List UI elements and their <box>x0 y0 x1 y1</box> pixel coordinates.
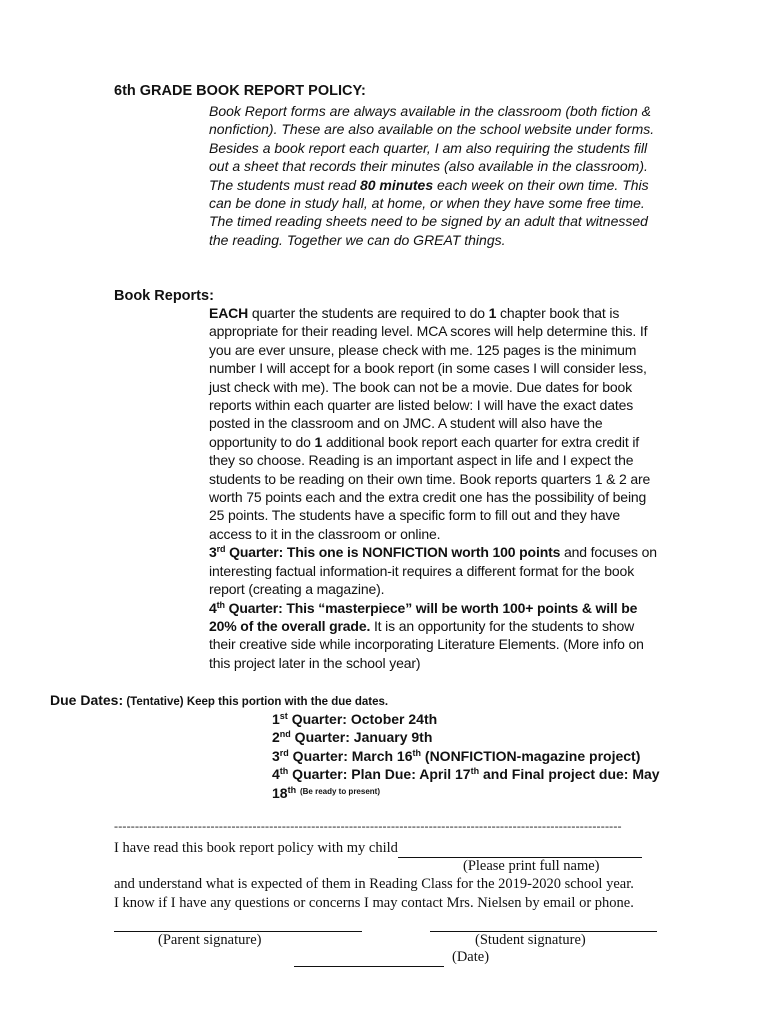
keep-note: Keep this portion with the due dates. <box>183 696 389 708</box>
br-number: 1 <box>488 305 497 321</box>
q4-heading: 4th Quarter: This “masterpiece” will be worth 100+ points & will be 20% of the overall grade. <box>209 599 638 634</box>
br-text: quarter the students are required to do <box>248 305 489 321</box>
print-name-caption: (Please print full name) <box>463 858 600 874</box>
due-q3: 3rd Quarter: March 16th (NONFICTION-magazine project) <box>272 747 641 764</box>
br-text: chapter book that is appropriate for their reading level. MCA scores will help determine this. If you are ever unsure, please check with me. 125 pages is the minimum number I will accept for a book report (in some cases I will consider less, just check with me). The book can not be a movie. Due dates for book reports within each quarter are listed below: I will have the exact dates posted in the classroom and on JMC. A student will also have the opportunity to do <box>209 305 648 450</box>
intro-text-1: Book Report forms are always available in the classroom (both fiction & nonfiction). These are also available on the school website under forms. Besides a book report each quarter, I am also requiring the students fill out a sheet that records their minutes (also available in the classroom). The students must read <box>209 103 655 193</box>
due-q1: 1st Quarter: October 24th <box>272 711 438 727</box>
read-statement <box>114 840 642 858</box>
br-number: 1 <box>314 433 323 450</box>
q4-text: It is an opportunity for the students to show their creative side while incorporating Literature Elements. (More info on this project later in the school year) <box>209 617 644 671</box>
parent-signature-caption: (Parent signature) <box>158 932 262 948</box>
cut-line: ------------------------------------------------------------------------------------------------------------------------- <box>114 819 622 833</box>
child-name-field[interactable] <box>398 840 642 858</box>
book-reports-heading: Book Reports: <box>114 288 214 304</box>
page-title: 6th GRADE BOOK REPORT POLICY: <box>114 83 366 99</box>
book-reports-body <box>209 304 661 672</box>
due-q4: 4th Quarter: Plan Due: April 17th and Final project due: May 18th $^{(Be ready to present)}$ <box>272 765 660 802</box>
present-note: (Be ready to present) <box>299 787 380 797</box>
intro-minutes: 80 minutes <box>359 176 434 193</box>
each-label: EACH <box>209 305 249 321</box>
date-field[interactable] <box>294 966 444 967</box>
contact-statement: I know if I have any questions or concerns I may contact Mrs. Nielsen by email or phone. <box>114 895 634 911</box>
read-statement-text: I have read this book report policy with my child <box>114 840 398 856</box>
intro-paragraph <box>209 102 659 249</box>
intro-text-2: each week on their own time. This can be done in study hall, at home, or when they have some free time. The timed reading sheets need to be signed by an adult that witnessed the reading. Together we can do GREAT things. <box>209 176 649 248</box>
due-q2: 2nd Quarter: January 9th <box>272 729 433 746</box>
due-dates-heading <box>50 692 388 708</box>
q3-text: and focuses on interesting factual information-it requires a different format for the book report (creating a magazine). <box>209 544 657 598</box>
date-caption: (Date) <box>452 949 490 965</box>
br-text: additional book report each quarter for extra credit if they so choose. Reading is an important aspect in life and I expect the students to be reading on their own time. Book reports quarters 1 & 2 are worth 75 points each and the extra credit one has the possibility of being 25 points. The students have a specific form to fill out and they have access to it in the classroom or online. <box>209 433 651 542</box>
tentative-note: (Tentative) <box>123 696 184 708</box>
understand-statement: and understand what is expected of them in Reading Class for the 2019-2020 school year. <box>114 876 634 892</box>
q3-heading: 3rd Quarter: This one is NONFICTION worth 100 points <box>209 544 561 561</box>
due-dates-list <box>272 710 672 802</box>
student-signature-caption: (Student signature) <box>475 932 586 948</box>
due-dates-label: Due Dates: <box>50 692 124 708</box>
